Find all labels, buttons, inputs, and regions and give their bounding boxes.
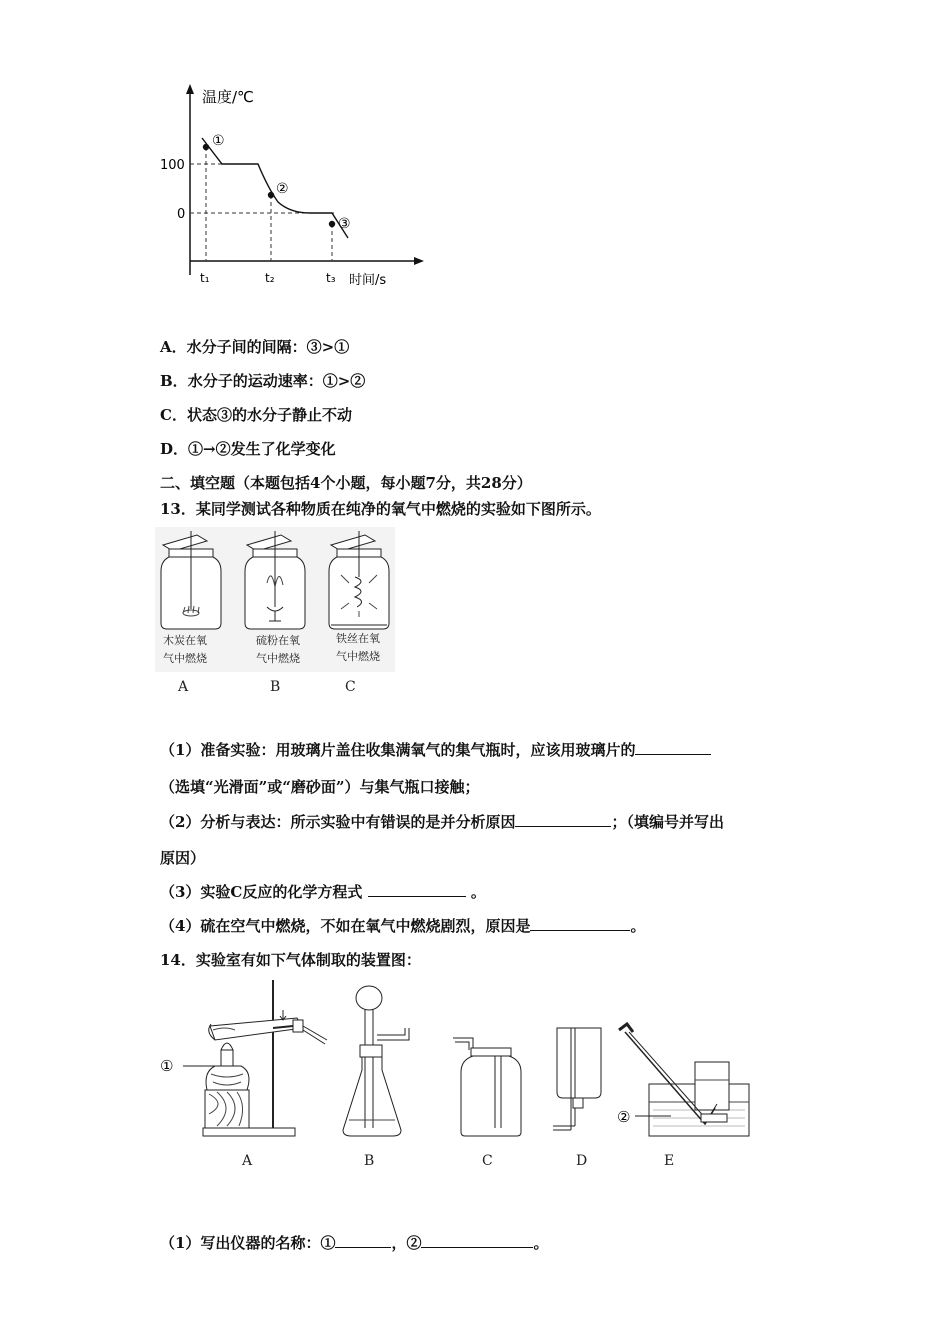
q13-part4: （4）硫在空气中燃烧，不如在氧气中燃烧剧烈，原因是 。 bbox=[160, 917, 646, 935]
apparatus-d-label: D bbox=[576, 1153, 588, 1169]
apparatus-c bbox=[453, 1038, 521, 1136]
point-2-label: ② bbox=[276, 181, 289, 197]
bottle-b-caption-2: 气中燃烧 bbox=[256, 652, 300, 665]
bottle-a-label: A bbox=[178, 679, 189, 695]
answer-blank-6[interactable] bbox=[421, 1233, 533, 1248]
point-2 bbox=[268, 192, 274, 198]
q13-part2-line1: （2）分析与表达：所示实验中有错误的是并分析原因 ；（填编号并写出 bbox=[160, 813, 724, 831]
marker-1: ① bbox=[160, 1057, 174, 1075]
bottle-c-caption-1: 铁丝在氧 bbox=[336, 632, 380, 645]
q13-part1-line1: （1）准备实验：用玻璃片盖住收集满氧气的集气瓶时，应该用玻璃片的 bbox=[160, 739, 711, 760]
x-tick-t1: t₁ bbox=[200, 271, 210, 285]
temperature-curve bbox=[202, 138, 348, 238]
apparatus-a-label: A bbox=[242, 1153, 253, 1169]
bottle-b-label: B bbox=[270, 679, 281, 695]
section-heading: 二、填空题（本题包括4个小题，每小题7分，共28分） bbox=[160, 474, 532, 492]
bottle-b-caption-1: 硫粉在氧 bbox=[256, 634, 300, 647]
q13-part3: （3）实验C反应的化学方程式 。 bbox=[160, 883, 486, 901]
point-3-label: ③ bbox=[338, 216, 351, 232]
answer-blank-5[interactable] bbox=[335, 1233, 391, 1248]
option-a: A．水分子间的间隔：③>① bbox=[160, 338, 350, 356]
option-b: B．水分子的运动速率：①>② bbox=[160, 372, 366, 390]
q14-stem: 14．实验室有如下气体制取的装置图： bbox=[160, 951, 421, 969]
option-c: C．状态③的水分子静止不动 bbox=[160, 406, 352, 424]
q13-part2-line2: 原因） bbox=[160, 849, 206, 867]
point-1-label: ① bbox=[212, 133, 225, 149]
bottle-a-caption-1: 木炭在氧 bbox=[163, 634, 207, 647]
temperature-time-graph bbox=[150, 80, 430, 295]
apparatus-b bbox=[343, 986, 409, 1136]
x-axis-arrow bbox=[414, 257, 424, 265]
y-tick-0: 0 bbox=[177, 207, 186, 222]
y-axis-label: 温度/℃ bbox=[202, 88, 254, 106]
apparatus-e-label: E bbox=[664, 1153, 675, 1169]
x-tick-t2: t₂ bbox=[265, 271, 275, 285]
x-tick-t3: t₃ bbox=[326, 271, 336, 285]
apparatus-b-label: B bbox=[364, 1153, 375, 1169]
q14-apparatus-figure bbox=[155, 980, 765, 1145]
bottle-a-caption-2: 气中燃烧 bbox=[163, 652, 207, 665]
answer-blank-2[interactable] bbox=[515, 812, 611, 827]
q13-part1-line2: （选填“光滑面”或“磨砂面”）与集气瓶口接触； bbox=[160, 778, 480, 796]
x-axis-label: 时间/s bbox=[349, 273, 387, 288]
apparatus-c-label: C bbox=[482, 1153, 493, 1169]
point-3 bbox=[329, 221, 335, 227]
q14-part1: （1）写出仪器的名称：① ，② 。 bbox=[160, 1234, 549, 1252]
option-d: D．①→②发生了化学变化 bbox=[160, 440, 336, 458]
marker-2: ② bbox=[617, 1108, 631, 1126]
answer-blank-4[interactable] bbox=[530, 916, 630, 931]
bottle-c-label: C bbox=[345, 679, 356, 695]
apparatus-e bbox=[619, 1024, 749, 1136]
y-axis-arrow bbox=[186, 84, 194, 94]
answer-blank-1[interactable] bbox=[635, 740, 711, 755]
apparatus-d bbox=[553, 1028, 601, 1130]
apparatus-a bbox=[183, 980, 327, 1136]
y-tick-100: 100 bbox=[160, 158, 185, 173]
bottle-c-caption-2: 气中燃烧 bbox=[336, 650, 380, 663]
point-1 bbox=[203, 144, 209, 150]
answer-blank-3[interactable] bbox=[368, 882, 466, 897]
q13-stem: 13．某同学测试各种物质在纯净的氧气中燃烧的实验如下图所示。 bbox=[160, 500, 601, 518]
